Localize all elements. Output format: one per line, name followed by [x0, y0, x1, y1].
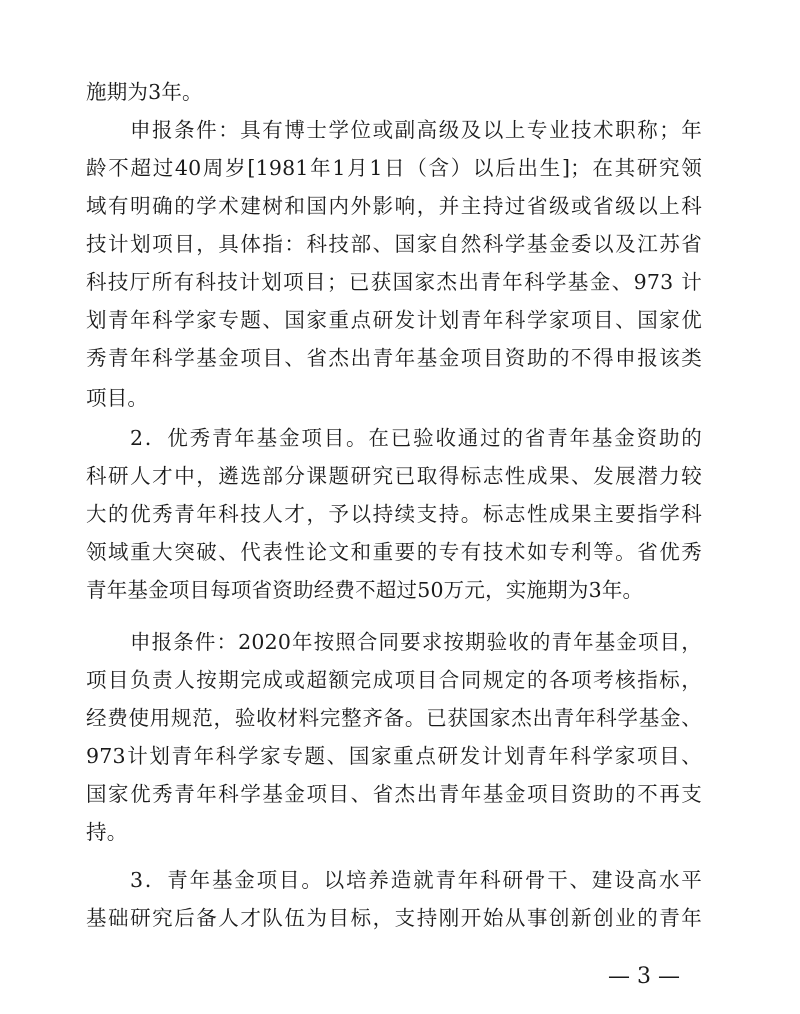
text-line-9: 项目。	[86, 386, 149, 410]
text-line-2: 申报条件：具有博士学位或副高级及以上专业技术职称；年	[130, 118, 702, 142]
text-line-12: 大的优秀青年科技人才，予以持续支持。标志性成果主要指学科	[86, 502, 702, 526]
text-line-18: 973计划青年科学家专题、国家重点研发计划青年科学家项目、	[86, 744, 702, 768]
text-line-17: 经费使用规范，验收材料完整齐备。已获国家杰出青年科学基金、	[86, 706, 702, 730]
text-line-22: 基础研究后备人才队伍为目标，支持刚开始从事创新创业的青年	[86, 906, 702, 930]
text-line-11: 科研人才中，遴选部分课题研究已取得标志性成果、发展潜力较	[86, 464, 702, 488]
text-line-19: 国家优秀青年科学基金项目、省杰出青年基金项目资助的不再支	[86, 782, 702, 806]
text-line-5: 技计划项目，具体指：科技部、国家自然科学基金委以及江苏省	[86, 232, 702, 256]
text-line-14: 青年基金项目每项省资助经费不超过50万元，实施期为3年。	[86, 578, 644, 602]
text-line-7: 划青年科学家专题、国家重点研发计划青年科学家项目、国家优	[86, 308, 702, 332]
text-line-10: 2．优秀青年基金项目。在已验收通过的省青年基金资助的	[130, 426, 702, 450]
text-line-3: 龄不超过40周岁[1981年1月1日（含）以后出生]；在其研究领	[86, 156, 702, 180]
text-line-4: 域有明确的学术建树和国内外影响，并主持过省级或省级以上科	[86, 194, 702, 218]
text-line-20: 持。	[86, 820, 128, 844]
text-line-8: 秀青年科学基金项目、省杰出青年基金项目资助的不得申报该类	[86, 346, 702, 370]
text-line-21: 3．青年基金项目。以培养造就青年科研骨干、建设高水平	[130, 868, 702, 892]
text-line-1: 施期为3年。	[86, 80, 203, 104]
text-line-16: 项目负责人按期完成或超额完成项目合同规定的各项考核指标，	[86, 668, 702, 692]
text-line-6: 科技厅所有科技计划项目；已获国家杰出青年科学基金、973 计	[86, 270, 702, 294]
text-line-13: 领域重大突破、代表性论文和重要的专有技术如专利等。省优秀	[86, 540, 702, 564]
text-line-15: 申报条件：2020年按照合同要求按期验收的青年基金项目，	[130, 630, 702, 654]
page-number: — 3 —	[608, 964, 680, 989]
